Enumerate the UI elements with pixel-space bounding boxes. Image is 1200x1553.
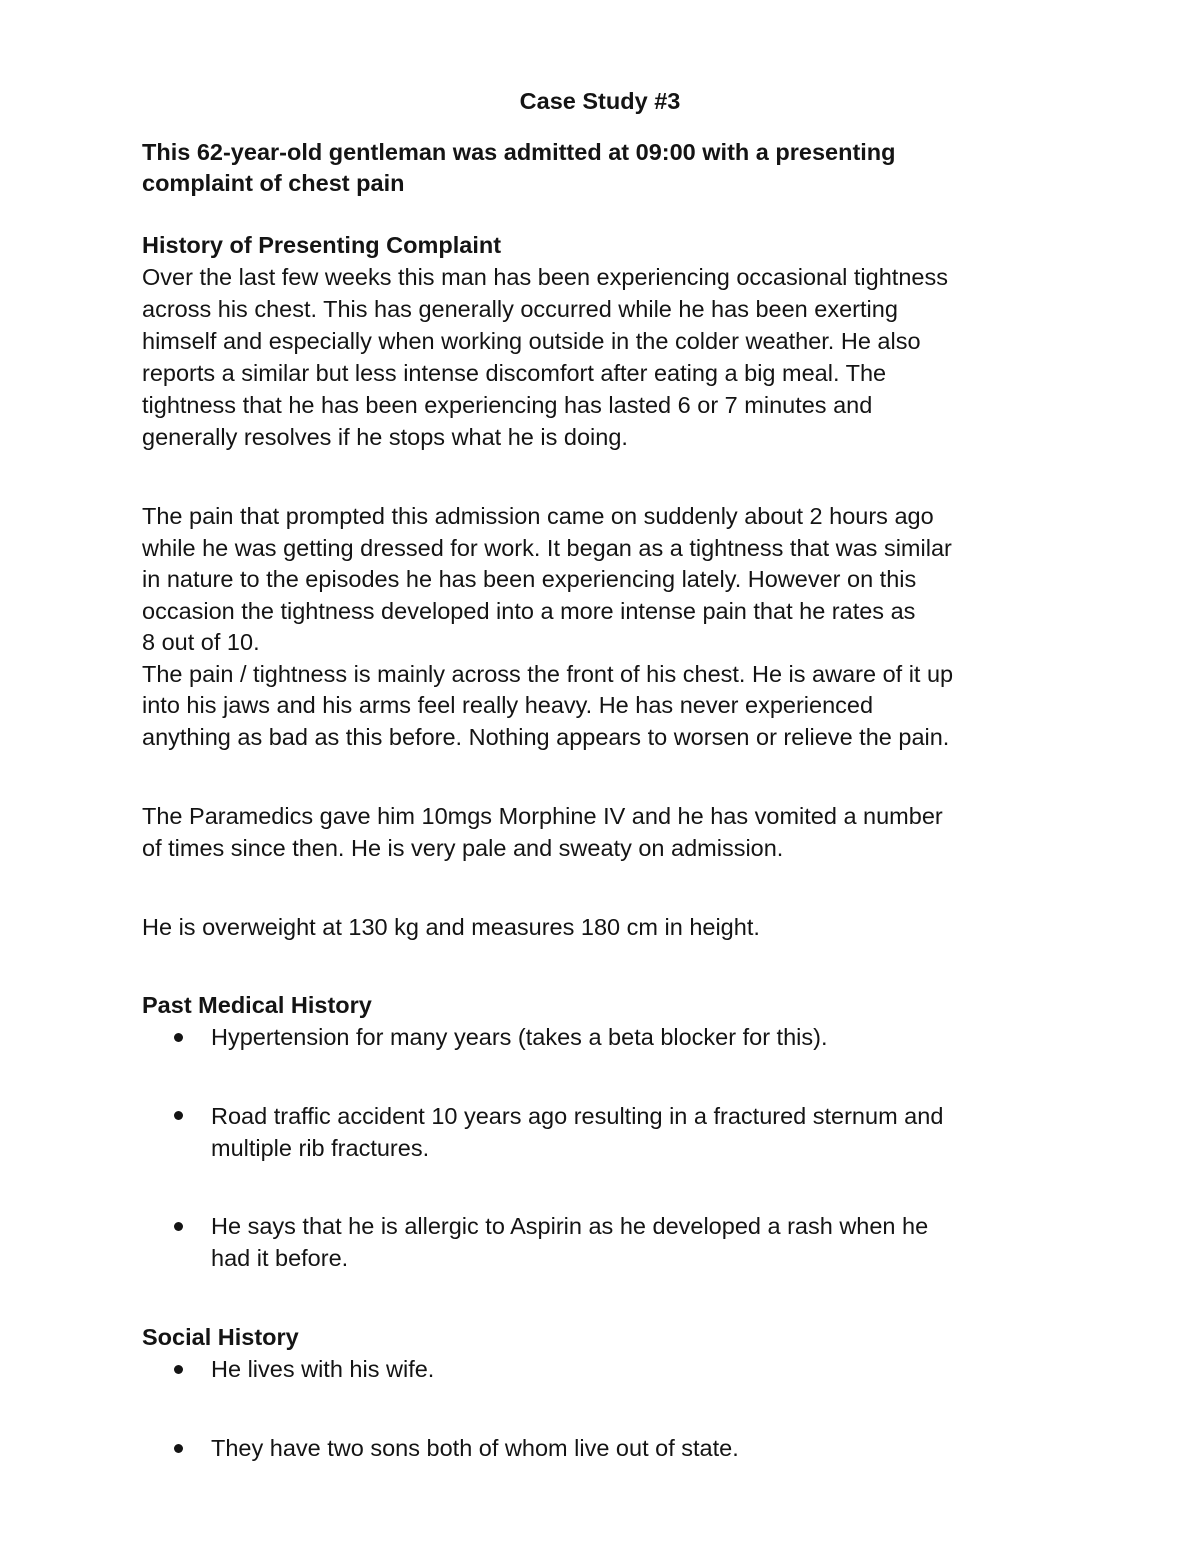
intro-line: This 62-year-old gentleman was admitted at 09:00 with a presenting <box>142 139 896 165</box>
paragraph-line: He is overweight at 130 kg and measures 180 cm in height. <box>142 914 760 940</box>
bullet-icon <box>174 1222 183 1231</box>
bullet-icon <box>174 1365 183 1374</box>
page-title: Case Study #3 <box>519 88 681 114</box>
paragraph-line: occasion the tightness developed into a more intense pain that he rates as <box>142 598 916 624</box>
section-heading-hpc: History of Presenting Complaint <box>142 232 502 258</box>
paragraph-line: while he was getting dressed for work. It began as a tightness that was similar <box>142 535 952 561</box>
paragraph-line: reports a similar but less intense discomfort after eating a big meal. The <box>142 360 887 386</box>
paragraph-line: 8 out of 10. <box>142 629 260 655</box>
list-item: They have two sons both of whom live out of state. <box>211 1435 739 1461</box>
paragraph-line: Over the last few weeks this man has been experiencing occasional tightness <box>142 264 948 290</box>
list-item: He lives with his wife. <box>211 1356 435 1382</box>
paragraph-line: into his jaws and his arms feel really heavy. He has never experienced <box>142 692 874 718</box>
bullet-icon <box>174 1444 183 1453</box>
paragraph-line: of times since then. He is very pale and sweaty on admission. <box>142 835 784 861</box>
list-item-continuation: multiple rib fractures. <box>211 1135 430 1161</box>
list-item: Hypertension for many years (takes a beta blocker for this). <box>211 1024 828 1050</box>
paragraph-line: The pain that prompted this admission came on suddenly about 2 hours ago <box>142 503 934 529</box>
section-heading-social: Social History <box>142 1324 299 1350</box>
paragraph-line: across his chest. This has generally occurred while he has been exerting <box>142 296 898 322</box>
list-item-continuation: had it before. <box>211 1245 349 1271</box>
paragraph-line: in nature to the episodes he has been experiencing lately. However on this <box>142 566 917 592</box>
paragraph-line: himself and especially when working outside in the colder weather. He also <box>142 328 921 354</box>
list-item: Road traffic accident 10 years ago resulting in a fractured sternum and <box>211 1103 944 1129</box>
bullet-icon <box>174 1033 183 1042</box>
intro-line: complaint of chest pain <box>142 170 405 196</box>
paragraph-line: tightness that he has been experiencing has lasted 6 or 7 minutes and <box>142 392 873 418</box>
paragraph-line: The Paramedics gave him 10mgs Morphine IV and he has vomited a number <box>142 803 943 829</box>
bullet-icon <box>174 1111 183 1120</box>
paragraph-line: The pain / tightness is mainly across the front of his chest. He is aware of it up <box>142 661 954 687</box>
paragraph-line: generally resolves if he stops what he is doing. <box>142 424 628 450</box>
list-item: He says that he is allergic to Aspirin as he developed a rash when he <box>211 1213 929 1239</box>
paragraph-line: anything as bad as this before. Nothing appears to worsen or relieve the pain. <box>142 724 950 750</box>
section-heading-pmh: Past Medical History <box>142 992 372 1018</box>
